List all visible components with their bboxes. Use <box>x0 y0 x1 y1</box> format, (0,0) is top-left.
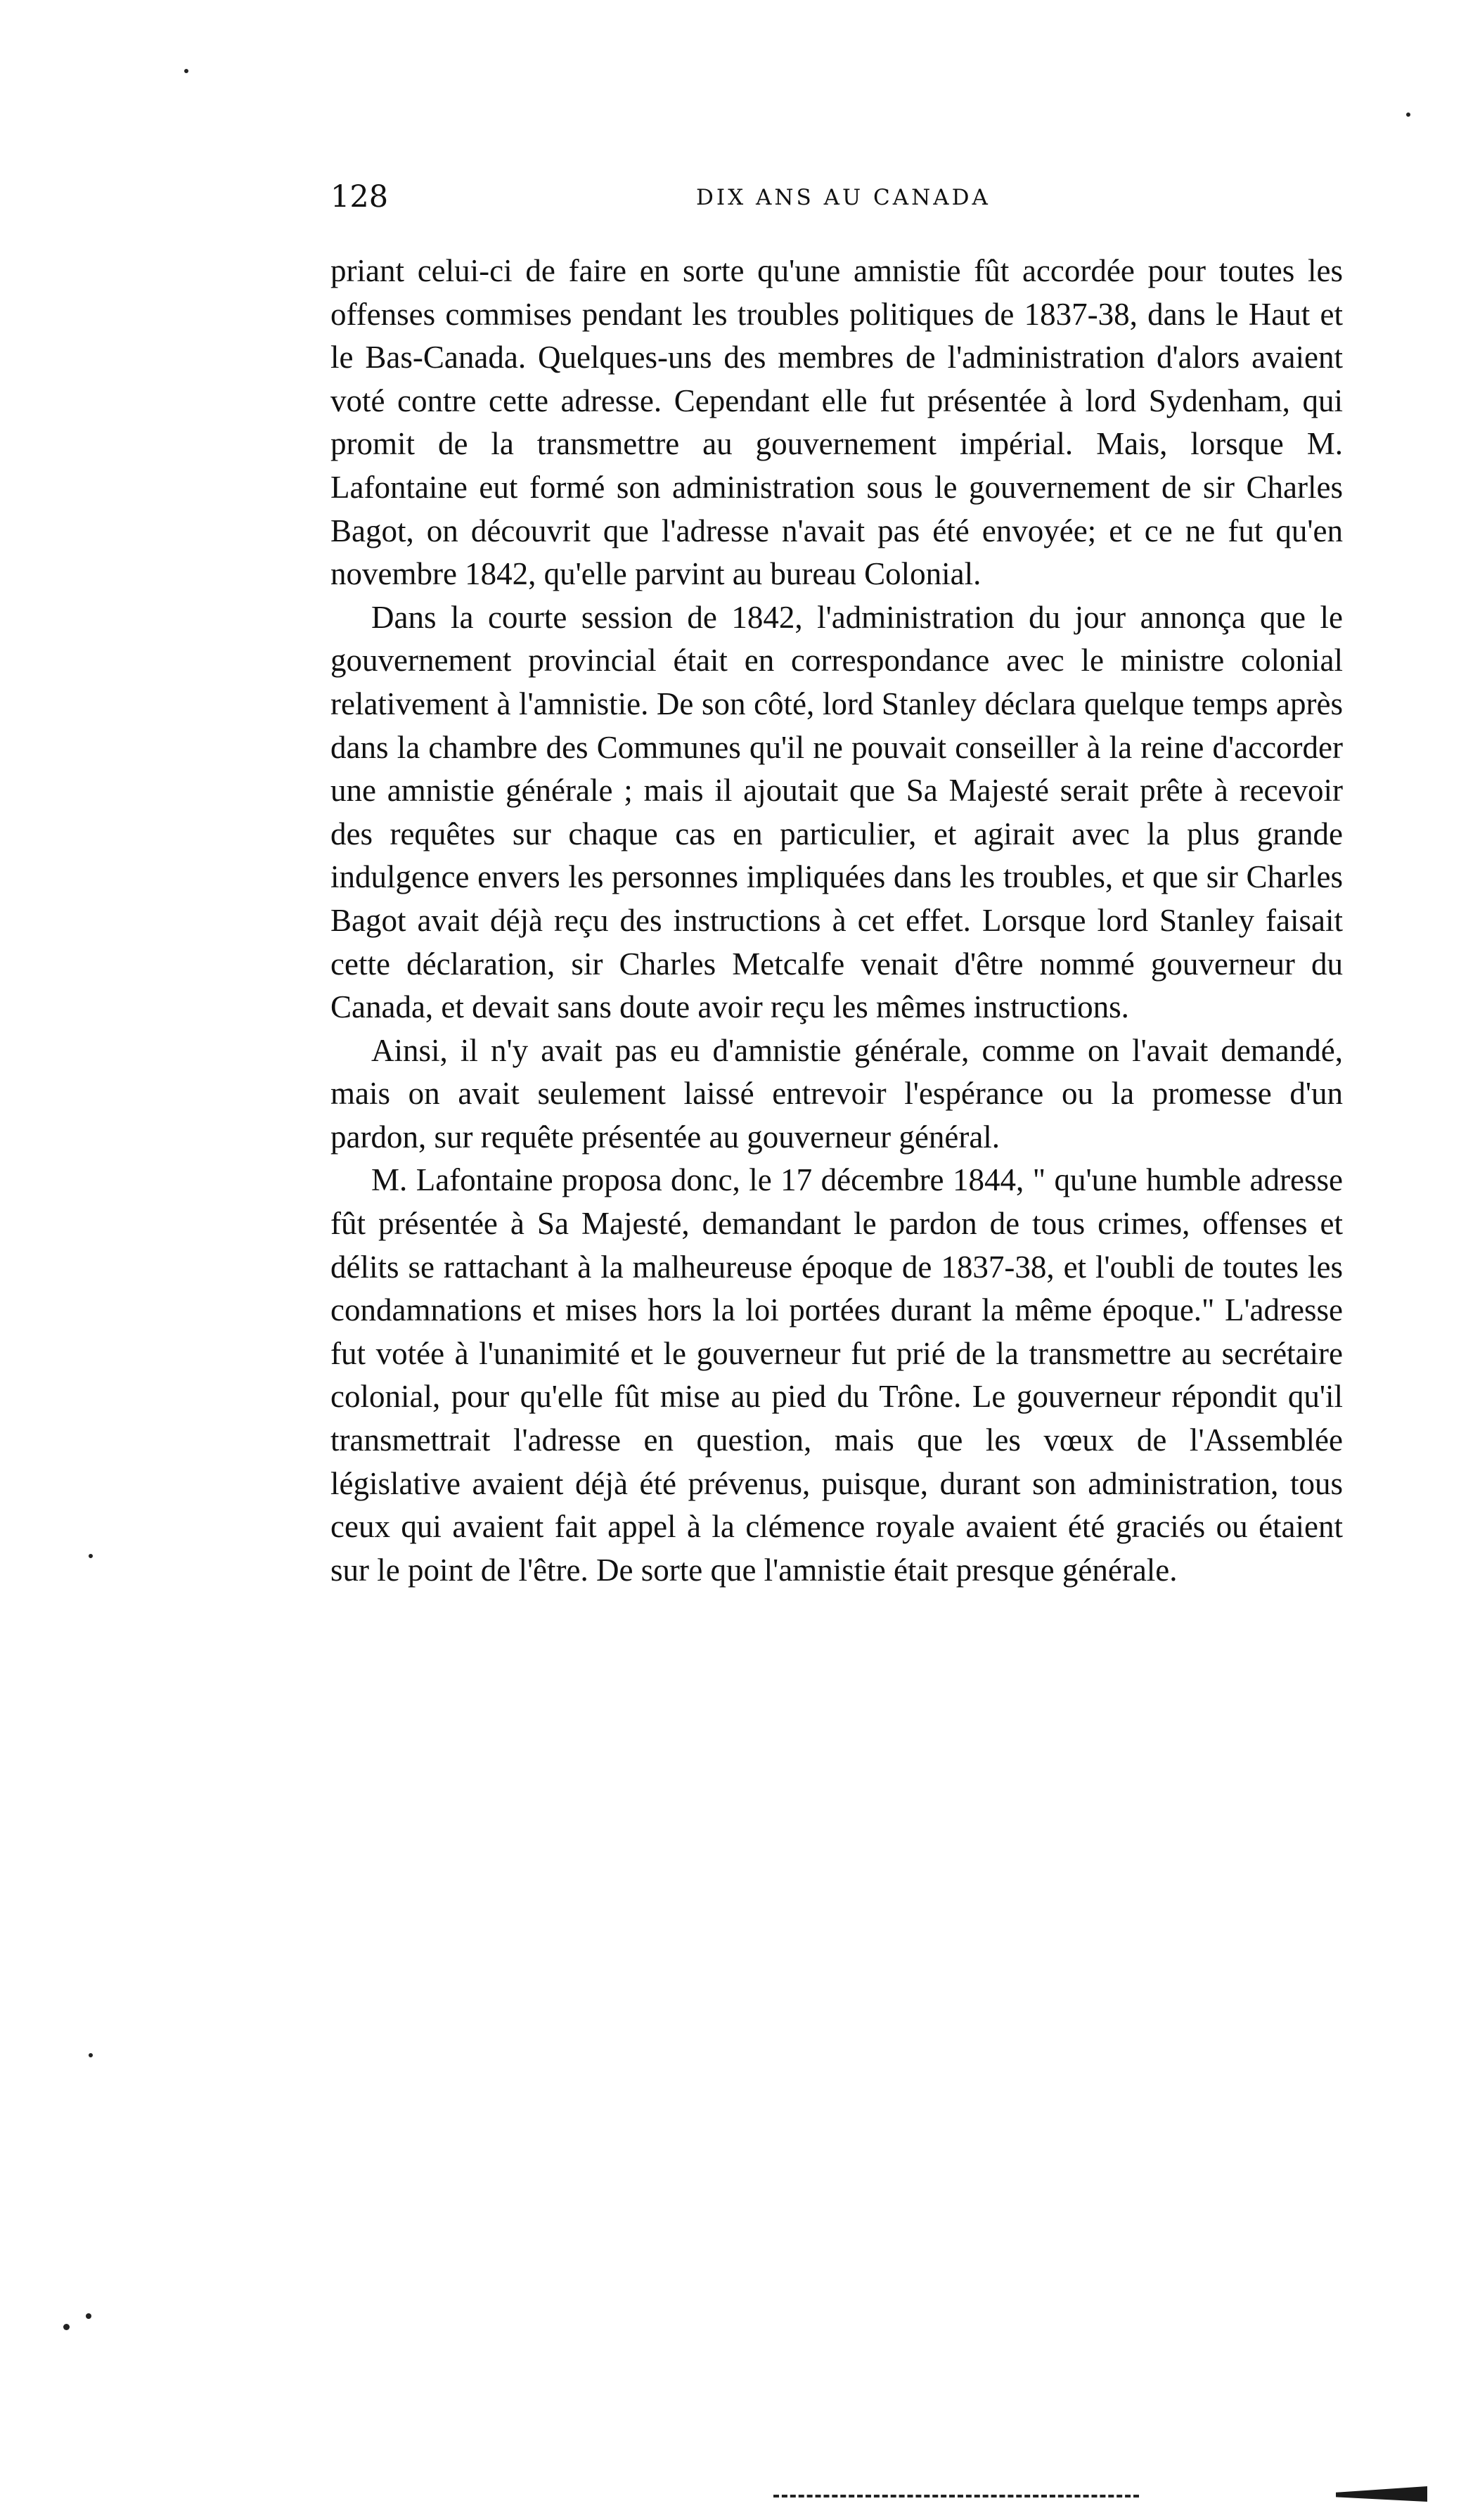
scan-speck <box>63 2324 70 2330</box>
scan-speck <box>1406 112 1410 117</box>
corner-mark <box>1336 2486 1427 2502</box>
paragraph-3: Ainsi, il n'y avait pas eu d'amnistie générale, comme on l'avait demandé, mais on avait seulement laissé entrevoir l'espérance ou la promesse d'un pardon, sur requête présentée au gouverneur général. <box>330 1032 1343 1155</box>
paragraph-2: Dans la courte session de 1842, l'administration du jour annonça que le gouvernement provincial était en correspondance avec le ministre colonial relativement à l'amnistie. De son côté, lord Stanley déclara quelque temps après dans la chambre des Communes qu'il ne pouvait conseiller à la reine d'accorder une amnistie générale ; mais il ajoutait que Sa Majesté serait prête à recevoir des requêtes sur chaque cas en particulier, et agirait avec la plus grande indulgence envers les personnes impliquées dans les troubles, et que sir Charles Bagot avait déjà reçu des instructions à cet effet. Lorsque lord Stanley faisait cette déclaration, sir Charles Metcalfe venait d'être nommé gouverneur du Canada, et devait sans doute avoir reçu les mêmes instructions. <box>330 599 1343 1025</box>
page-header <box>330 179 1343 221</box>
body-text <box>330 250 1343 1592</box>
paragraph-4: M. Lafontaine proposa donc, le 17 décembre 1844, " qu'une humble adresse fût présentée à Sa Majesté, demandant le pardon de tous crimes, offenses et délits se rattachant à la malheureuse époque de 1837-38, et l'oubli de toutes les condamnations et mises hors la loi portées durant la même époque." L'adresse fut votée à l'unanimité et le gouverneur fut prié de la transmettre au secrétaire colonial, pour qu'elle fût mise au pied du Trône. Le gouverneur répondit qu'il transmettrait l'adresse en question, mais que les vœux de l'Assemblée législative avaient déjà été prévenus, puisque, durant son administration, tous ceux qui avaient fait appel à la clémence royale avaient été graciés ou étaient sur le point de l'être. De sorte que l'amnistie était presque générale. <box>330 1162 1343 1588</box>
scan-speck <box>86 2313 91 2319</box>
footer-rule <box>773 2495 1139 2498</box>
scan-speck <box>89 1554 93 1558</box>
paragraph-1: priant celui-ci de faire en sorte qu'une amnistie fût accordée pour toutes les offenses commises pendant les troubles politiques de 1837-38, dans le Haut et le Bas-Canada. Quelques-uns des membres de l'administration d'alors avaient voté contre cette adresse. Cependant elle fut présentée à lord Sydenham, qui promit de la transmettre au gouvernement impérial. Mais, lorsque M. Lafontaine eut formé son administration sous le gouvernement de sir Charles Bagot, on découvrit que l'adresse n'avait pas été envoyée; et ce ne fut qu'en novembre 1842, qu'elle parvint au bureau Colonial. <box>330 253 1343 592</box>
running-head: DIX ANS AU CANADA <box>696 185 991 210</box>
scan-speck <box>184 69 188 73</box>
scan-speck <box>89 2053 93 2057</box>
page-number: 128 <box>330 179 389 214</box>
